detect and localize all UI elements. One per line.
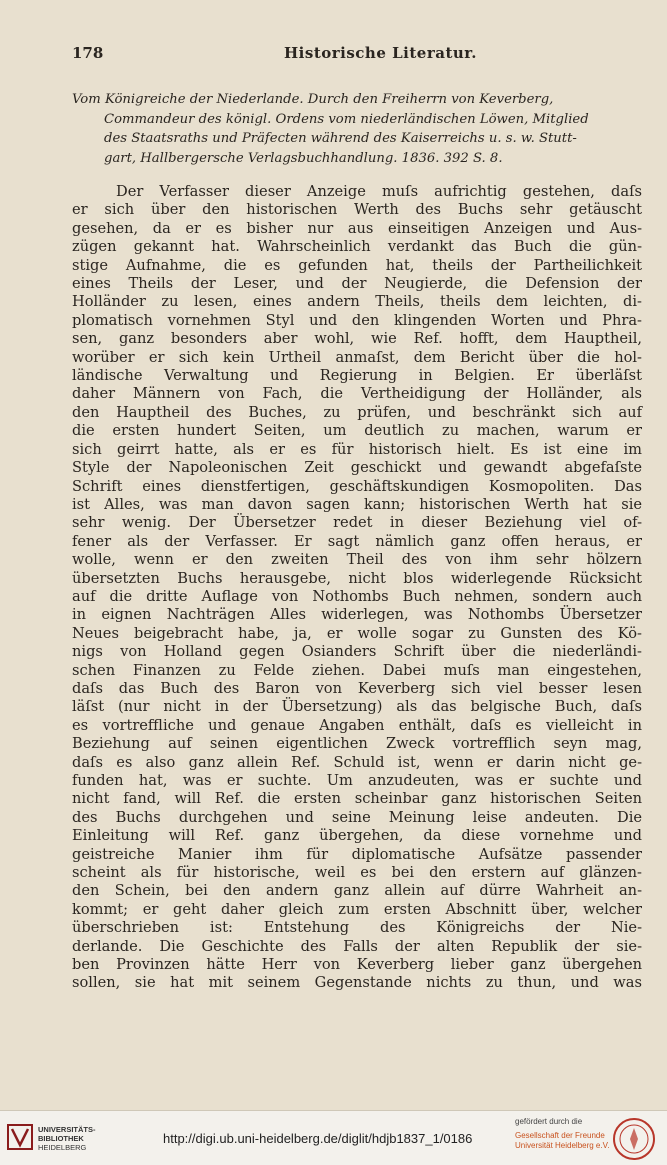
body-text-line: daſs das Buch des Baron von Keverberg sich viel besser lesen: [72, 679, 642, 697]
body-text-line: stige Aufnahme, die es gefunden hat, theils der Partheilichkeit: [72, 256, 642, 274]
body-text-line: fener als der Verfasser. Er sagt nämlich ganz offen heraus, er: [72, 532, 642, 550]
body-text-line: des Buchs durchgehen und seine Meinung leise andeuten. Die: [72, 808, 642, 826]
body-text-line: den Schein, bei den andern ganz allein auf dürre Wahrheit an-: [72, 882, 642, 900]
running-title: Historische Literatur.: [284, 44, 478, 62]
body-text-line: es vortreffliche und genaue Angaben enthält, daſs es vielleicht in: [72, 716, 642, 734]
body-text-line: Neues beigebracht habe, ja, er wolle sogar zu Gunsten des Kö-: [72, 624, 642, 642]
body-text-line: den Hauptheil des Buches, zu prüfen, und beschränkt sich auf: [72, 403, 642, 421]
citation-line: gart, Hallbergersche Verlagsbuchhandlung. 1836. 392 S. 8.: [104, 150, 503, 166]
page-number: 178: [72, 44, 104, 62]
body-text-line: Holländer zu lesen, eines andern Theils, theils dem leichten, di-: [72, 293, 642, 311]
body-text-line: überschrieben ist: Entstehung des Königreichs der Nie-: [72, 919, 642, 937]
body-text-line: worüber er sich kein Urtheil anmaſst, dem Bericht über die hol-: [72, 348, 642, 366]
body-text-line: auf die dritte Auflage von Nothombs Buch nehmen, sondern auch: [72, 587, 642, 605]
body-text-line: läſst (nur nicht in der Übersetzung) als das belgische Buch, daſs: [72, 698, 642, 716]
body-text-line: funden hat, was er suchte. Um anzudeuten, was er suchte und: [72, 772, 642, 789]
library-name-line: HEIDELBERG: [38, 1143, 87, 1152]
society-name: [515, 1131, 609, 1151]
body-text-line: scheint als für historische, weil es bei den erstern auf glänzen-: [72, 864, 642, 882]
body-text-line: Der Verfasser dieser Anzeige muſs aufrichtig gestehen, daſs: [116, 183, 642, 200]
body-text-line: daher Männern von Fach, die Vertheidigung der Holländer, als: [72, 385, 642, 403]
digital-object-link[interactable]: http://digi.ub.uni-heidelberg.de/diglit/hdjb1837_1/0186: [163, 1131, 473, 1146]
library-name-line: BIBLIOTHEK: [38, 1134, 84, 1143]
body-text-line: ländische Verwaltung und Regierung in Belgien. Er überläſst: [72, 367, 642, 385]
body-text-line: daſs es also ganz allein Ref. Schuld ist, wenn er darin nicht ge-: [72, 753, 642, 771]
body-text-line: kommt; er geht daher gleich zum ersten Abschnitt über, welcher: [72, 900, 642, 918]
body-text-line: nigs von Holland gegen Osianders Schrift über die niederländi-: [72, 643, 642, 661]
body-text-line: übersetzten Buchs herausgebe, nicht blos widerlegende Rücksicht: [72, 569, 642, 587]
page-header: [72, 44, 642, 68]
body-text-line: Style der Napoleonischen Zeit geschickt und gewandt abgefaſste: [72, 459, 642, 477]
body-text-line: Einleitung will Ref. ganz übergehen, da diese vornehme und: [72, 827, 642, 845]
body-text-line: sehr wenig. Der Übersetzer redet in dieser Beziehung viel of-: [72, 514, 642, 532]
body-text-line: er sich über den historischen Werth des Buchs sehr getäuscht: [72, 201, 642, 219]
review-body-text: [72, 183, 642, 993]
body-text-line: ist Alles, was man davon sagen kann; historischen Werth hat sie: [72, 495, 642, 513]
body-text-line: gesehen, da er es bisher nur aus einseitigen Anzeigen und Aus-: [72, 219, 642, 237]
society-name-line: Universität Heidelberg e.V.: [515, 1141, 610, 1150]
body-text-line: wolle, wenn er den zweiten Theil des von ihm sehr hölzern: [72, 551, 642, 569]
digitization-footer: [0, 1110, 667, 1165]
university-seal-icon: [612, 1117, 656, 1161]
body-text-line: sich geirrt hatte, als er es für historisch hielt. Es ist eine im: [72, 440, 642, 458]
body-text-line: derlande. Die Geschichte des Falls der alten Republik der sie-: [72, 937, 642, 955]
body-text-line: eines Theils der Leser, und der Neugierde, die Defension der: [72, 275, 642, 293]
citation-line: Vom Königreiche der Niederlande. Durch den Freiherrn von Keverberg,: [72, 92, 554, 107]
citation-line: Commandeur des königl. Ordens vom niederländischen Löwen, Mitglied: [104, 111, 589, 127]
body-text-line: geistreiche Manier ihm für diplomatische Aufsätze passender: [72, 845, 642, 863]
body-text-line: die ersten hundert Seiten, um deutlich zu machen, warum er: [72, 422, 642, 440]
society-name-line: Gesellschaft der Freunde: [515, 1131, 605, 1140]
library-name-line: UNIVERSITÄTS-: [38, 1125, 96, 1134]
university-library-logo-icon: [6, 1121, 34, 1153]
body-text-line: ben Provinzen hätte Herr von Keverberg lieber ganz übergehen: [72, 956, 642, 974]
body-text-line: schen Finanzen zu Felde ziehen. Dabei muſs man eingestehen,: [72, 661, 642, 679]
funded-by-label: gefördert durch die: [515, 1117, 583, 1126]
body-text-line: Beziehung auf seinen eigentlichen Zweck vortrefflich seyn mag,: [72, 735, 642, 753]
library-name: [38, 1125, 96, 1152]
body-text-line: zügen gekannt hat. Wahrscheinlich verdankt das Buch die gün-: [72, 238, 642, 256]
body-text-line: in eignen Nachträgen Alles widerlegen, was Nothombs Übersetzer: [72, 606, 642, 624]
body-text-line: plomatisch vornehmen Styl und den klingenden Worten und Phra-: [72, 311, 642, 329]
book-citation: [72, 90, 642, 168]
citation-line: des Staatsraths und Präfecten während des Kaiserreichs u. s. w. Stutt-: [104, 131, 577, 146]
body-text-line: Schrift eines dienstfertigen, geschäftskundigen Kosmopoliten. Das: [72, 477, 642, 495]
body-text-line: nicht fand, will Ref. die ersten scheinbar ganz historischen Seiten: [72, 790, 642, 808]
body-text-line: sollen, sie hat mit seinem Gegenstande nichts zu thun, und was: [72, 974, 642, 992]
body-text-line: sen, ganz besonders aber wohl, wie Ref. hofft, dem Hauptheil,: [72, 330, 642, 348]
